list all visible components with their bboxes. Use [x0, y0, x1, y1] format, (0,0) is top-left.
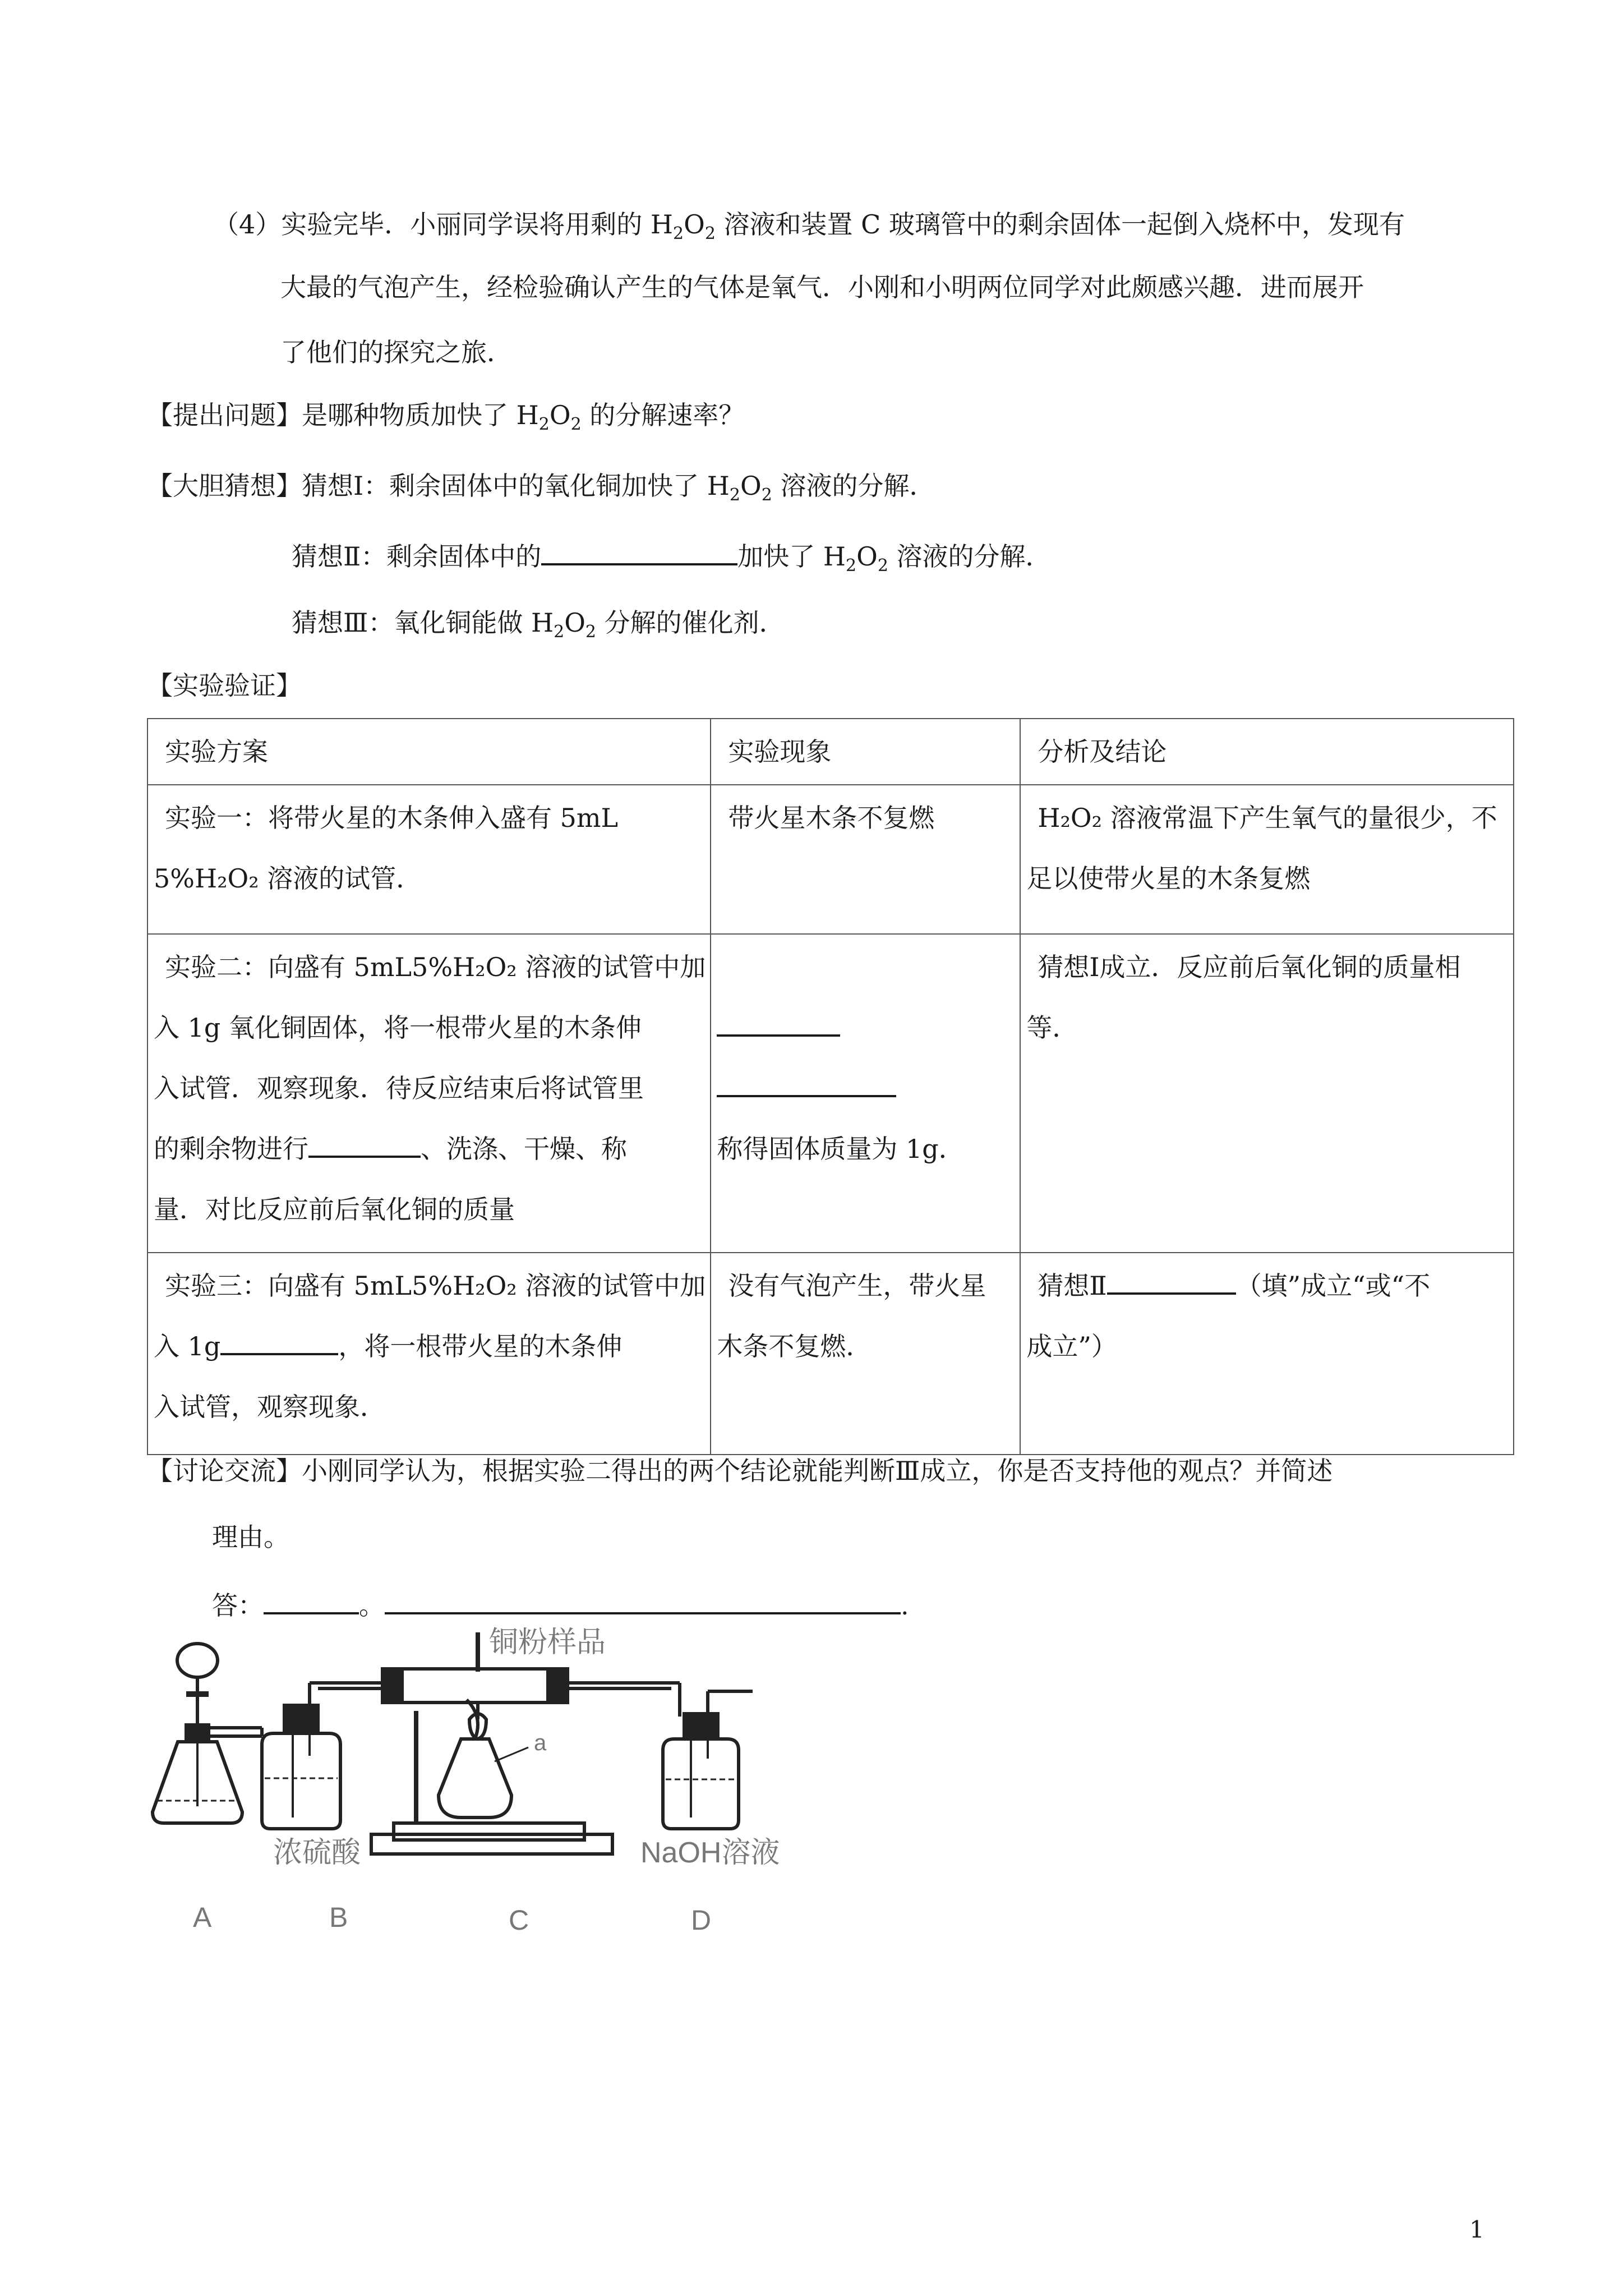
row3-phenomenon: 没有气泡产生，带火星 木条不复燃． — [711, 1253, 1020, 1455]
row2-phenomenon-blank-1[interactable] — [717, 1010, 840, 1037]
hypothesis-3: 猜想Ⅲ：氧化铜能做 $H_2O_2$ 分解的催化剂． — [292, 608, 785, 642]
label-a: a — [534, 1731, 547, 1755]
intro-line-1: （4）实验完毕．小丽同学误将用剩的 $H_2O_2$ 溶液和装置 C 玻璃管中的剩余固体一起倒入烧杯中，发现有 — [213, 209, 1405, 243]
discussion-line-1: 【讨论交流】小刚同学认为，根据实验二得出的两个结论就能判断Ⅲ成立，你是否支持他的观点？并简述 — [147, 1456, 1333, 1486]
row2-phenomenon: 称得固体质量为 1g． — [711, 934, 1020, 1253]
table-row — [147, 1253, 1514, 1455]
question-line: 【提出问题】是哪种物质加快了 $H_2O_2$ 的分解速率？ — [147, 400, 745, 434]
apparatus-a — [153, 1644, 262, 1823]
row2-plan-blank[interactable] — [308, 1131, 421, 1158]
page-number: 1 — [1469, 2216, 1484, 2243]
label-copper-sample: 铜粉样品 — [489, 1627, 606, 1659]
row2-conclusion: 猜想Ⅰ成立．反应前后氧化铜的质量相 等． — [1020, 934, 1514, 1253]
row3-plan: 实验三：向盛有 5mL5%H₂O₂ 溶液的试管中加 入 1g ，将一根带火星的木条伸 入试管，观察现象． — [147, 1253, 711, 1455]
intro-line-3: 了他们的探究之旅． — [280, 337, 513, 367]
label-naoh: NaOH溶液 — [640, 1837, 780, 1869]
row1-phenomenon: 带火星木条不复燃 — [711, 785, 1020, 934]
table-row — [147, 785, 1514, 934]
row1-conclusion: H₂O₂ 溶液常温下产生氧气的量很少，不 足以使带火星的木条复燃 — [1020, 785, 1514, 934]
label-conc-sulfuric: 浓硫酸 — [273, 1837, 361, 1869]
header-phenomenon: 实验现象 — [711, 719, 1020, 785]
verification-heading: 【实验验证】 — [147, 670, 302, 701]
discussion-line-2: 理由。 — [212, 1522, 289, 1552]
apparatus-figure — [147, 1627, 792, 1963]
apparatus-d — [663, 1683, 753, 1829]
hypothesis-2: 猜想Ⅱ：剩余固体中的 加快了 $H_2O_2$ 溶液的分解． — [292, 539, 1052, 572]
header-plan: 实验方案 — [147, 719, 711, 785]
row1-plan: 实验一：将带火星的木条伸入盛有 5mL 5%H₂O₂ 溶液的试管． — [147, 785, 711, 934]
table-row — [147, 934, 1514, 1253]
row2-phenomenon-blank-2[interactable] — [717, 1070, 896, 1097]
apparatus-c — [371, 1632, 680, 1854]
row3-plan-blank[interactable] — [220, 1328, 338, 1355]
table-header-row — [147, 719, 1514, 785]
answer-line: 答： 。 . — [212, 1588, 909, 1621]
label-letter-c: C — [509, 1904, 529, 1936]
row3-conclusion: 猜想Ⅱ （填”成立“或“不 成立”） — [1020, 1253, 1514, 1455]
apparatus-b — [262, 1683, 382, 1829]
label-letter-b: B — [329, 1902, 348, 1933]
label-letter-d: D — [691, 1904, 712, 1936]
hypothesis-2-blank[interactable] — [541, 539, 737, 565]
answer-blank-1[interactable] — [264, 1588, 359, 1614]
header-conclusion: 分析及结论 — [1020, 719, 1514, 785]
experiment-table — [147, 718, 1514, 1455]
row3-conclusion-blank[interactable] — [1107, 1268, 1236, 1295]
intro-line-2: 大最的气泡产生，经检验确认产生的气体是氧气．小刚和小明两位同学对此颇感兴趣．进而展开 — [280, 272, 1364, 302]
row2-plan: 实验二：向盛有 5mL5%H₂O₂ 溶液的试管中加 入 1g 氧化铜固体，将一根带火星的木条伸 入试管．观察现象．待反应结束后将试管里 的剩余物进行 、洗涤、干燥、称 量．对比反应前后氧化铜的质量 — [147, 934, 711, 1253]
answer-blank-2[interactable] — [385, 1588, 901, 1614]
label-letter-a: A — [193, 1902, 212, 1933]
hypothesis-1: 【大胆猜想】猜想Ⅰ：剩余固体中的氧化铜加快了 $H_2O_2$ 溶液的分解． — [147, 471, 935, 505]
